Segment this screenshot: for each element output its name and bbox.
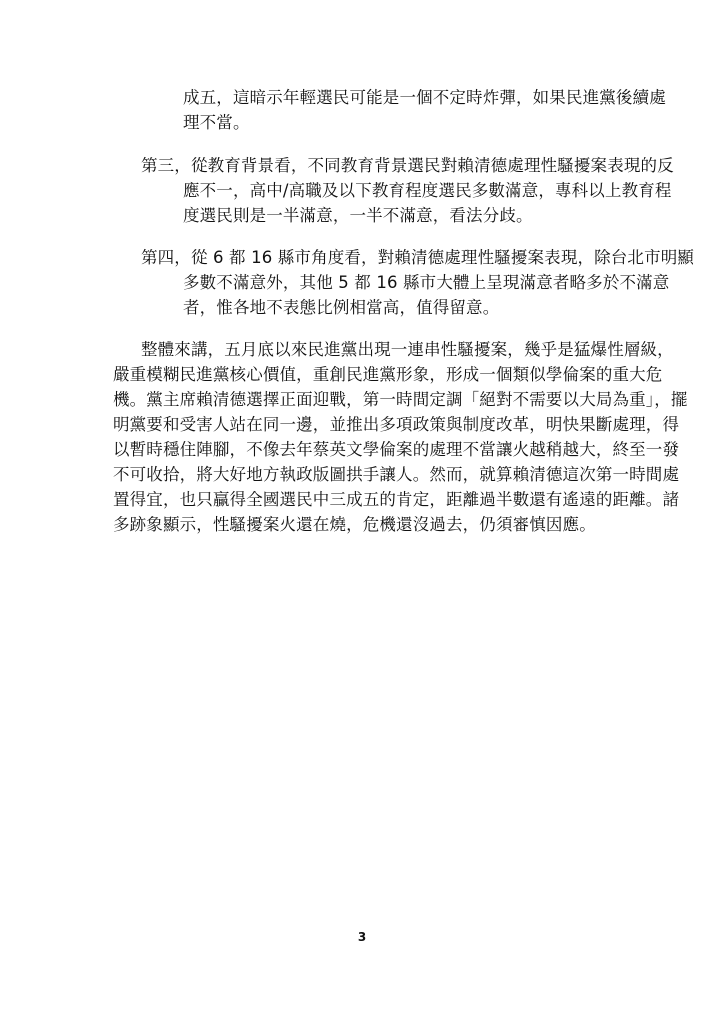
summary-line-6: 不可收拾，將大好地方執政版圖拱手讓人。然而，就算賴清德這次第一時間處 xyxy=(113,465,680,484)
summary-line-7: 置得宜，也只贏得全國選民中三成五的肯定，距離過半數還有遙遠的距離。諸 xyxy=(113,490,680,509)
summary-line-3: 機。黨主席賴清德選擇正面迎戰，第一時間定調「絕對不需要以大局為重」，擺 xyxy=(113,390,688,409)
summary-line-5: 以暫時穩住陣腳，不像去年蔡英文學倫案的處理不當讓火越稍越大，終至一發 xyxy=(113,440,680,459)
summary-line-2: 嚴重模糊民進黨核心價值，重創民進黨形象，形成一個類似學倫案的重大危 xyxy=(113,365,663,384)
page-number: 3 xyxy=(357,930,367,944)
item-four-line-3: 者，惟各地不表態比例相當高，值得留意。 xyxy=(183,298,500,317)
item-three-line-1: 第三，從教育背景看，不同教育背景選民對賴清德處理性騷擾案表現的反 xyxy=(141,156,674,175)
summary-line-4: 明黨要和受害人站在同一邊，並推出多項政策與制度改革，明快果斷處理，得 xyxy=(113,415,680,434)
cont-item-line-2: 理不當。 xyxy=(183,113,250,132)
item-four-line-2: 多數不滿意外，其他 5 都 16 縣市大體上呈現滿意者略多於不滿意 xyxy=(183,273,670,292)
item-three-line-3: 度選民則是一半滿意，一半不滿意，看法分歧。 xyxy=(183,206,533,225)
item-four-line-1: 第四，從 6 都 16 縣市角度看，對賴清德處理性騷擾案表現，除台北市明顯 xyxy=(141,248,695,267)
summary-line-8: 多跡象顯示，性騷擾案火還在燒，危機還沒過去，仍須審慎因應。 xyxy=(113,515,596,534)
summary-line-1: 整體來講，五月底以來民進黨出現一連串性騷擾案，幾乎是猛爆性層級， xyxy=(141,340,674,359)
cont-item-line-1: 成五，這暗示年輕選民可能是一個不定時炸彈，如果民進黨後續處 xyxy=(183,88,666,107)
item-three-line-2: 應不一，高中/高職及以下教育程度選民多數滿意，專科以上教育程 xyxy=(183,181,672,200)
